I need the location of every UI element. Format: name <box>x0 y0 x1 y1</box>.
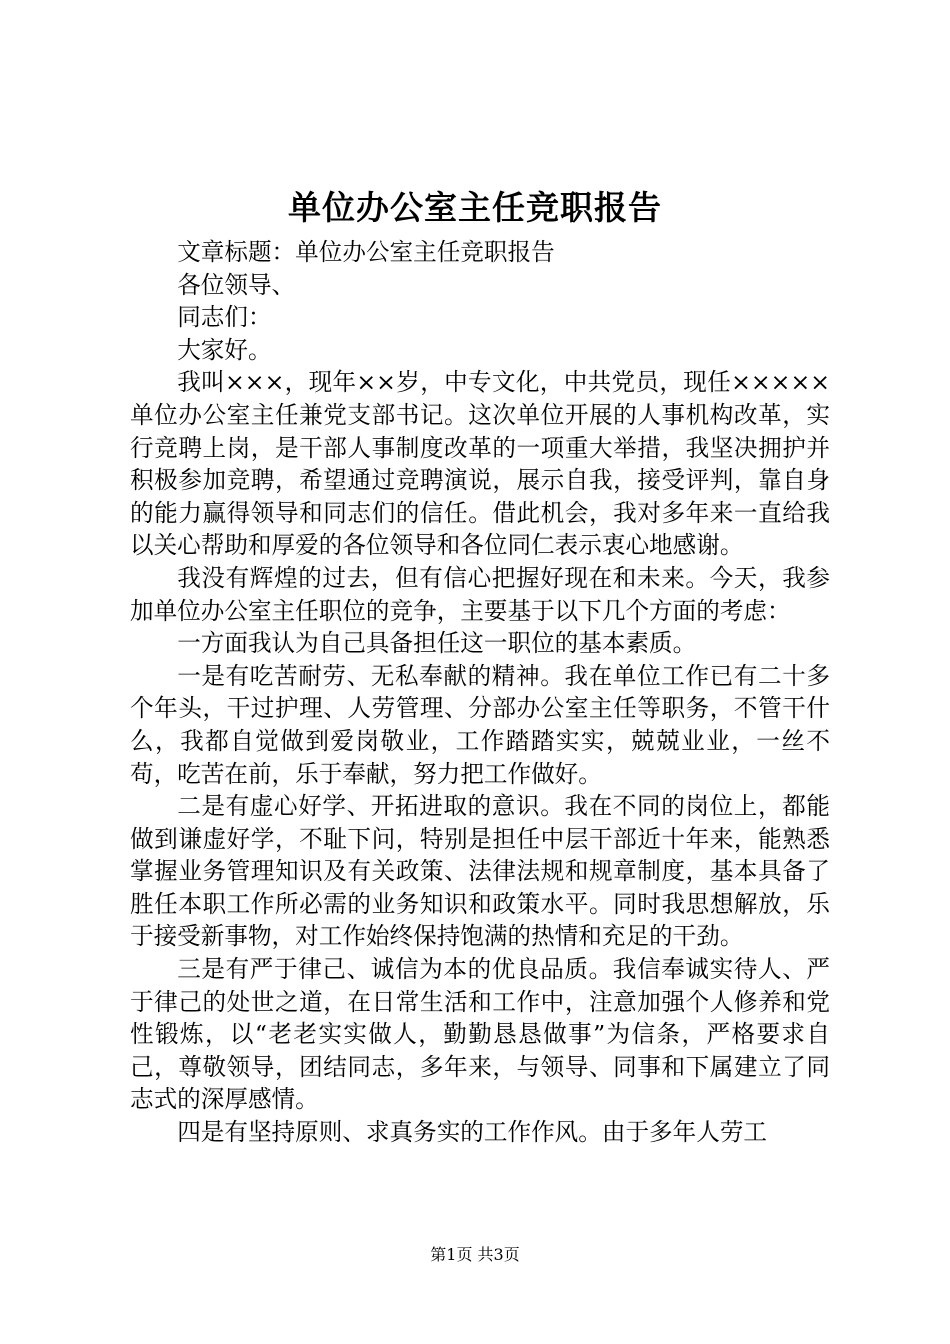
paragraph-point-two: 二是有虚心好学、开拓进取的意识。我在不同的岗位上，都能做到谦虚好学，不耻下问，特别是担任中层干部近十年来，能熟悉掌握业务管理知识及有关政策、法律法规和规章制度，基本具备了胜任本职工作所必需的业务知识和政策水平。同时我思想解放，乐于接受新事物，对工作始终保持饱满的热情和充足的干劲。 <box>130 792 830 951</box>
paragraph-salutation-leaders: 各位领导、 <box>177 270 296 299</box>
paragraph-point-three: 三是有严于律己、诚信为本的优良品质。我信奉诚实待人、严于律己的处世之道，在日常生活和工作中，注意加强个人修养和党性锻炼，以“老老实实做人，勤勤恳恳做事”为信条，严格要求自己，尊敬领导，团结同志，多年来，与领导、同事和下属建立了同志式的深厚感情。 <box>130 955 830 1114</box>
paragraph-introduction: 我叫×××，现年××岁，中专文化，中共党员，现任×××××单位办公室主任兼党支部书记。这次单位开展的人事机构改革，实行竞聘上岗，是干部人事制度改革的一项重大举措，我坚决拥护并积极参加竞聘，希望通过竞聘演说，展示自我，接受评判，靠自身的能力赢得领导和同志们的信任。借此机会，我对多年来一直给我以关心帮助和厚爱的各位领导和各位同仁表示衷心地感谢。 <box>130 368 830 560</box>
document-title: 单位办公室主任竞职报告 <box>288 188 662 227</box>
paragraph-aspect-one: 一方面我认为自己具备担任这一职位的基本素质。 <box>177 629 697 658</box>
paragraph-point-four: 四是有坚持原则、求真务实的工作作风。由于多年人劳工 <box>177 1118 768 1147</box>
document-body <box>130 236 830 1149</box>
paragraph-greeting: 大家好。 <box>177 335 272 364</box>
paragraph-salutation-comrades: 同志们： <box>177 303 272 332</box>
paragraph-motivation: 我没有辉煌的过去，但有信心把握好现在和未来。今天，我参加单位办公室主任职位的竞争，主要基于以下几个方面的考虑： <box>130 563 830 625</box>
paragraph-article-title: 文章标题：单位办公室主任竞职报告 <box>177 238 555 266</box>
paragraph-point-one: 一是有吃苦耐劳、无私奉献的精神。我在单位工作已有二十多个年头，干过护理、人劳管理、分部办公室主任等职务，不管干什么，我都自觉做到爱岗敬业，工作踏踏实实，兢兢业业，一丝不苟，吃苦在前，乐于奉献，努力把工作做好。 <box>130 661 830 788</box>
page-number-footer: 第1页 共3页 <box>430 1245 520 1264</box>
